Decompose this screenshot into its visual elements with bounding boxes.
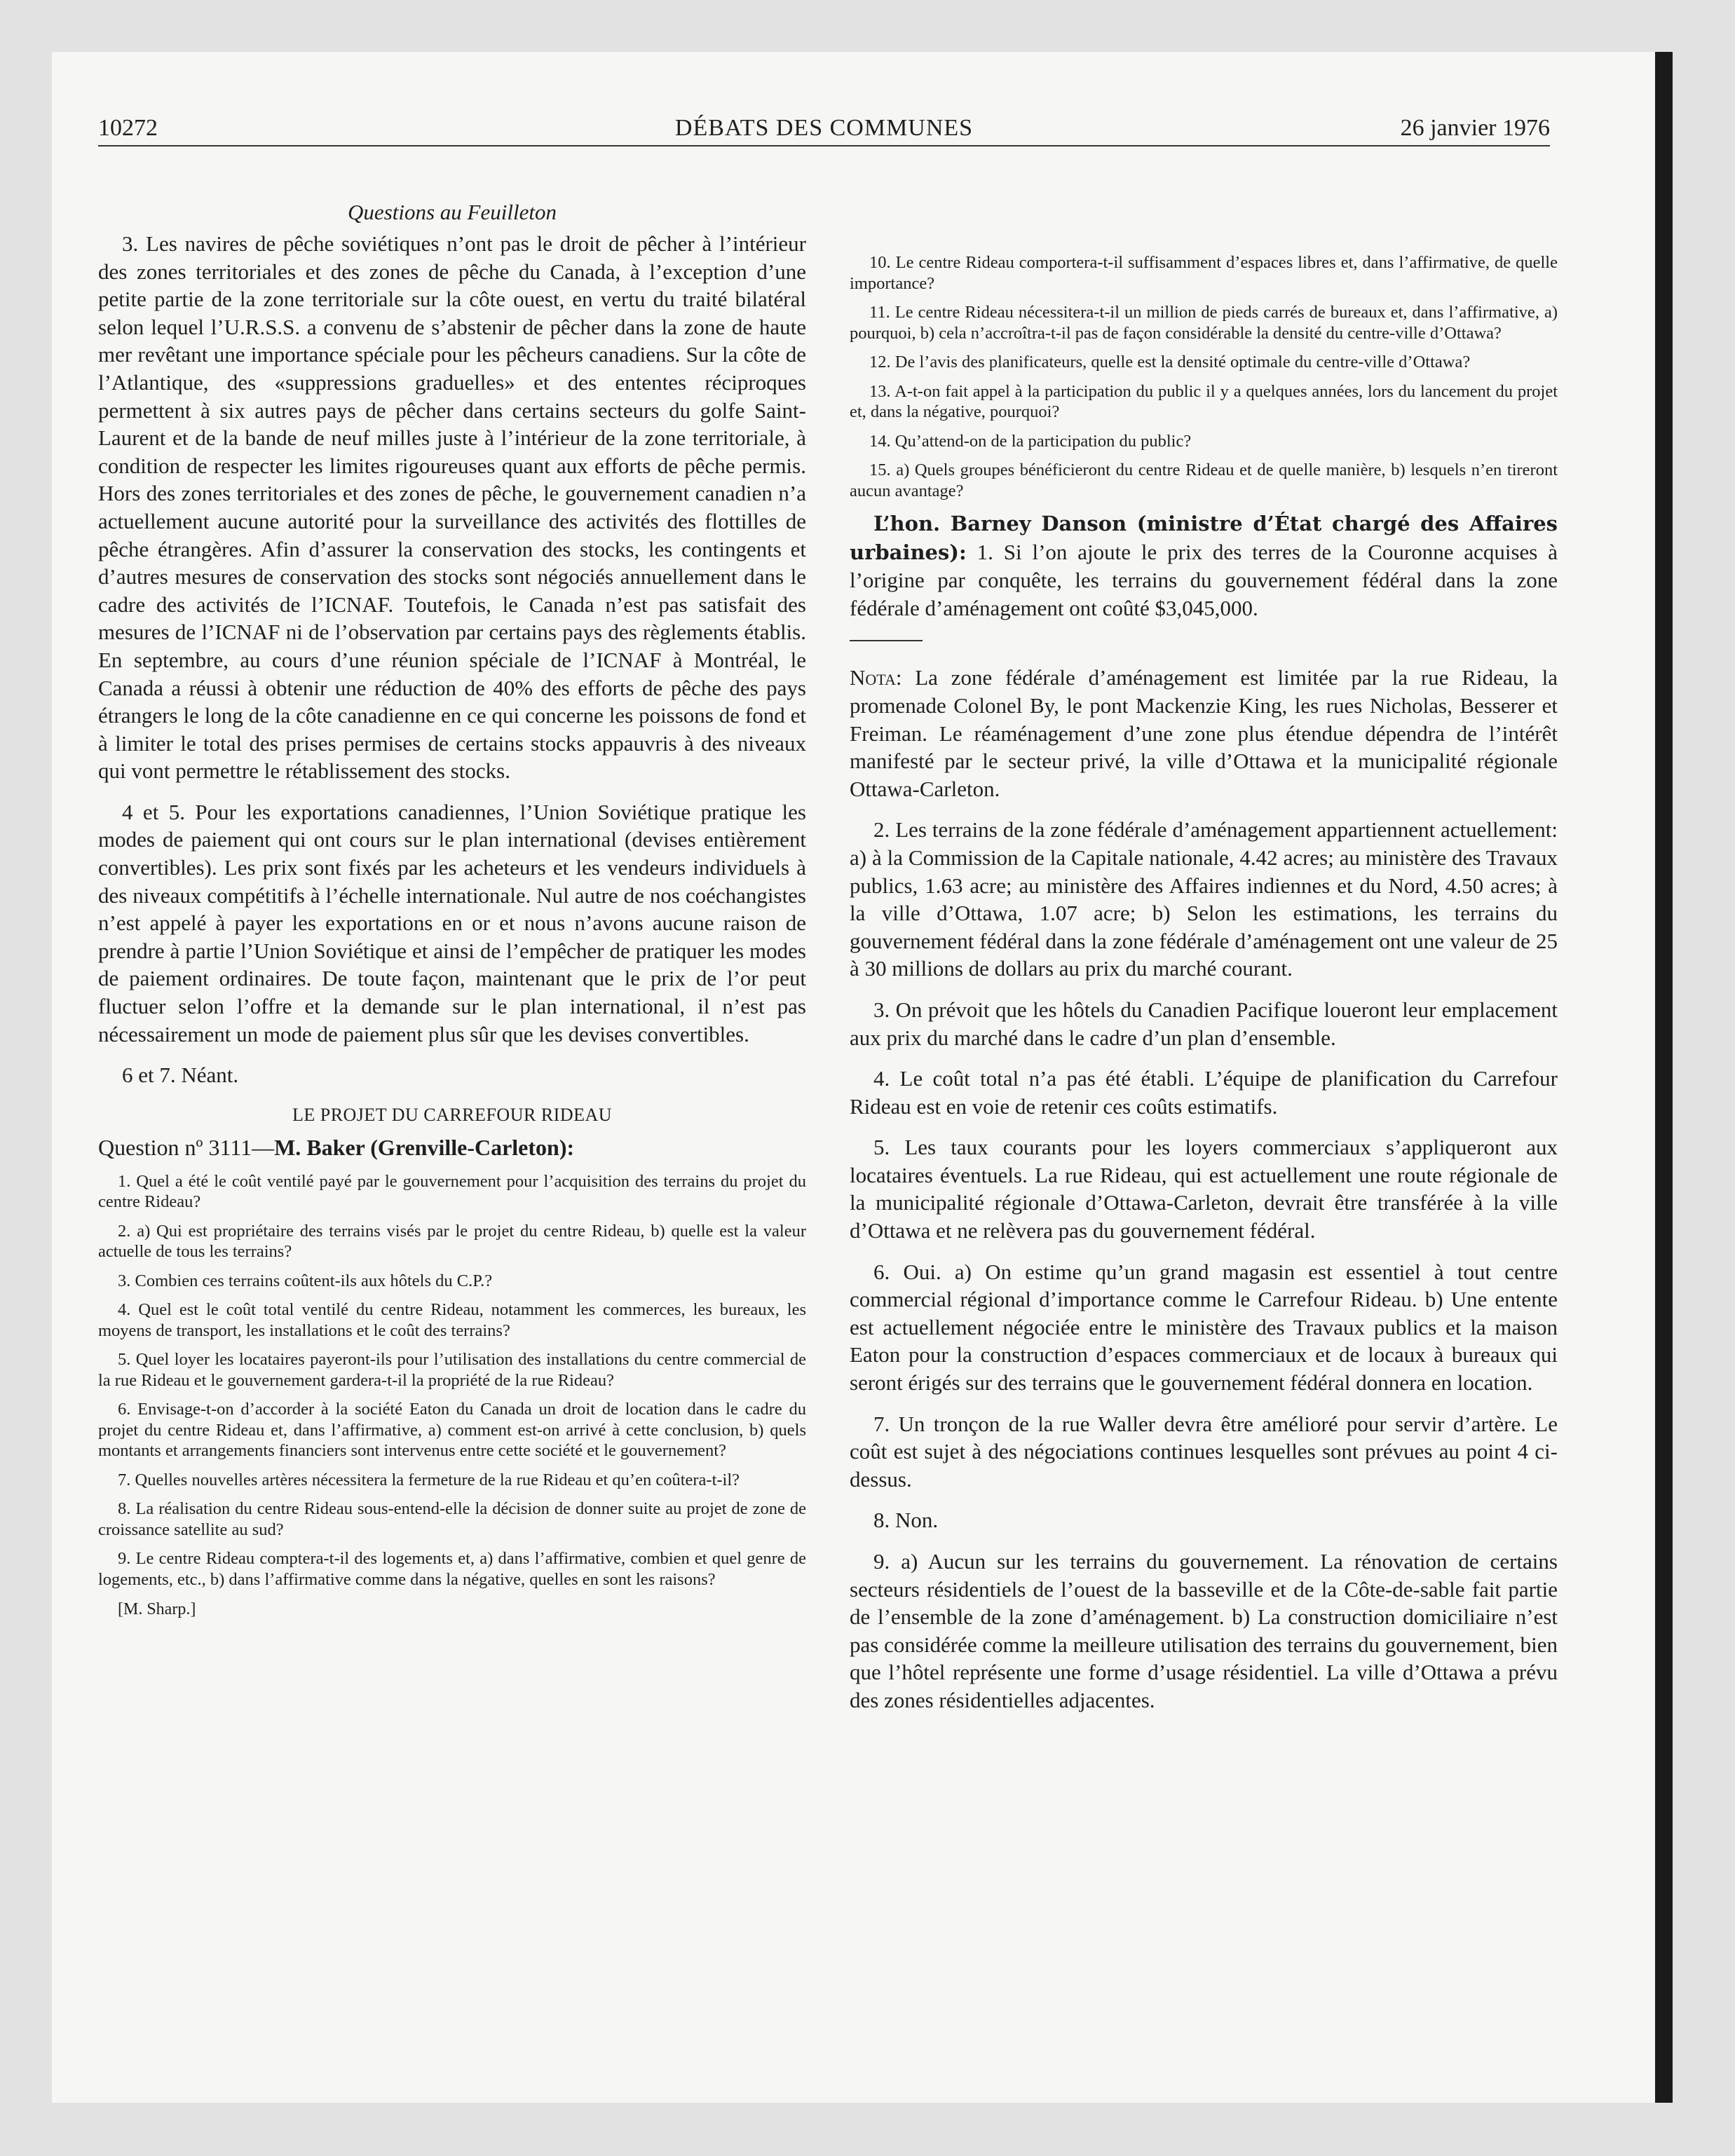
question-item: 14. Qu’attend-on de la participation du public? <box>869 431 1192 451</box>
answer-intro <box>850 510 1558 622</box>
question-heading <box>98 1132 806 1163</box>
question-item: 8. La réalisation du centre Rideau sous-entend-elle la décision de donner suite au projet de zone de croissance satellite au sud? <box>98 1499 806 1539</box>
answer-paragraph: 7. Un tronçon de la rue Waller devra être amélioré pour servir d’artère. Le coût est sujet à des négociations continues lesquelles sont prévues au point 4 ci-dessus. <box>850 1411 1558 1492</box>
answer-paragraph: 3. Les navires de pêche soviétiques n’ont pas le droit de pêcher à l’intérieur des zones territoriales et des zones de pêche du Canada, à l’exception d’une petite partie de la zone territoriale sur la côte ouest, en vertu du traité bilatéral selon lequel l’U.R.S.S. a convenu de s’abstenir de pêcher dans la zone de haute mer revêtant une importance spéciale pour les pêcheurs canadiens. Sur la côte de l’Atlantique, des «suppressions graduelles» et des ententes réciproques permettent à six autres pays de pêcher dans certains secteurs du golfe Saint-Laurent et de la bande de neuf milles juste à l’intérieur de la zone territoriale, à condition de respecter les limites rigoureuses quant aux efforts de pêche permis. Hors des zones territoriales et des zones de pêche, le gouvernement canadien n’a actuellement aucune autorité pour la surveillance des activités des flottilles de pêche étrangères. Afin d’assurer la conservation des stocks, les contingents et d’autres mesures de conservation des stocks sont négociés annuellement dans le cadre des activités de l’ICNAF. Toutefois, le Canada n’est pas satisfait des mesures de l’ICNAF ni de l’observation par certains pays des règlements établis. En septembre, au cours d’une réunion spéciale de l’ICNAF à Montréal, le Canada a réussi à obtenir une réduction de 40% des efforts de pêche des pays étrangers le long de la côte canadienne en ce qui concerne les poissons de fond et à limiter le total des prises permises de certains stocks appauvris à des niveaux qui vont permettre le rétablissement des stocks. <box>98 231 806 784</box>
divider-rule <box>850 640 923 641</box>
question-item: 6. Envisage-t-on d’accorder à la société Eaton du Canada un droit de location dans le cadre du projet du centre Rideau et, dans l’affirmative, a) comment est-on arrivé à cette conclusion, b) quels montants et arrangements financiers sont intervenus entre cette société et le gouvernement? <box>98 1400 806 1461</box>
question-item: 2. a) Qui est propriétaire des terrains visés par le projet du centre Rideau, b) quelle est la valeur actuelle de tous les terrains? <box>98 1221 806 1262</box>
question-item: 3. Combien ces terrains coûtent-ils aux hôtels du C.P.? <box>118 1271 493 1290</box>
note-text: La zone fédérale d’aménagement est limitée par la rue Rideau, la promenade Colonel By, le pont Mackenzie King, les rues Nicholas, Besserer et Freiman. Le réaménagement d’une zone plus étendue dépendra de l’intérêt manifesté par le secteur privé, la ville d’Ottawa et la municipalité régionale Ottawa-Carleton. <box>850 665 1558 801</box>
answer-paragraph: 4 et 5. Pour les exportations canadiennes, l’Union Soviétique pratique les modes de paiement qui ont cours sur le plan international (devises entièrement convertibles). Les prix sont fixés par les acheteurs et les vendeurs individuels à des niveaux compétitifs à l’échelle internationale. Nul autre de nos coéchangistes n’est appelé à payer les exportations en or et nous n’avons aucune raison de prendre à partie l’Union Soviétique et ainsi de l’empêcher de pratiquer les modes de paiement ordinaires. De toute façon, maintenant que le prix de l’or peut fluctuer selon l’offre et la demande sur le plan international, il n’est pas nécessairement un mode de paiement plus sûr que les devises convertibles. <box>98 799 806 1046</box>
page-date: 26 janvier 1976 <box>1400 115 1550 141</box>
answer-paragraph: 6. Oui. a) On estime qu’un grand magasin est essentiel à tout centre commercial régional d’importance comme le Carrefour Rideau. b) Une entente est actuellement négociée entre le ministère des Travaux publics et la maison Eaton pour la construction d’espaces commerciaux et de locaux à bureaux qui seront érigés sur des terrains que le gouvernement fédéral donnera en location. <box>850 1259 1558 1396</box>
question-item: 1. Quel a été le coût ventilé payé par le gouvernement pour l’acquisition des terrains du projet du centre Rideau? <box>98 1171 806 1212</box>
answer-paragraph: 3. On prévoit que les hôtels du Canadien Pacifique loueront leur emplacement aux prix du marché dans le cadre d’un plan d’ensemble. <box>850 997 1558 1050</box>
page-header <box>98 111 1550 146</box>
attribution: [M. Sharp.] <box>118 1600 196 1619</box>
right-column <box>850 198 1558 1728</box>
answer-first: 1. Si l’on ajoute le prix des terres de la Couronne acquises à l’origine par conquête, les terrains du gouvernement fédéral dans la zone fédérale d’aménagement ont coûté $3,045,000. <box>850 539 1558 620</box>
question-item: 5. Quel loyer les locataires payeront-ils pour l’utilisation des installations du centre commercial de la rue Rideau et le gouvernement gardera-t-il la propriété de la rue Rideau? <box>98 1350 806 1390</box>
question-item: 13. A-t-on fait appel à la participation du public il y a quelques années, lors du lancement du projet et, dans la négative, pourquoi? <box>850 381 1558 421</box>
answer-paragraph: 5. Les taux courants pour les loyers commerciaux s’appliqueront aux locataires éventuels. La rue Rideau, qui est actuellement une route régionale de la municipalité régionale d’Ottawa-Carleton, devrait être transférée à la ville d’Ottawa et ne relèvera pas du gouvernement fédéral. <box>850 1135 1558 1243</box>
answer-paragraph: 2. Les terrains de la zone fédérale d’aménagement appartiennent actuellement: a) à la Commission de la Capitale nationale, 4.42 acres; au ministère des Travaux publics, 1.63 acre; au ministère des Affaires indiennes et du Nord, 4.50 acres; à la ville d’Ottawa, 1.07 acre; b) Selon les estimations, les terrains du gouvernement fédéral dans la zone fédérale d’aménagement ont une valeur de 25 à 30 millions de dollars au prix du marché courant. <box>850 817 1558 981</box>
question-item: 15. a) Quels groupes bénéficieront du centre Rideau et de quelle manière, b) lesquels n’en tireront aucun avantage? <box>850 460 1558 500</box>
running-subtitle: Questions au Feuilleton <box>348 200 557 224</box>
question-item: 12. De l’avis des planificateurs, quelle est la densité optimale du centre-ville d’Ottawa? <box>869 353 1471 371</box>
answer-paragraph: 8. Non. <box>873 1508 939 1533</box>
left-column <box>98 198 806 1621</box>
question-item: 9. Le centre Rideau comptera-t-il des logements et, a) dans l’affirmative, combien et quel genre de logements, etc., b) dans l’affirmative comme dans la négative, quelles en sont les raisons? <box>98 1549 806 1589</box>
question-number: Question nº 3111— <box>98 1134 275 1160</box>
question-speaker: M. Baker (Grenville-Carleton): <box>274 1134 575 1160</box>
note-paragraph <box>850 664 1558 803</box>
answer-paragraph: 4. Le coût total n’a pas été établi. L’équipe de planification du Carrefour Rideau est en voie de retenir ces coûts estimatifs. <box>850 1066 1558 1119</box>
answer-speaker: L’hon. Barney Danson (ministre d’État chargé des Affaires urbaines): <box>850 512 1558 564</box>
answer-paragraph: 6 et 7. Néant. <box>122 1063 239 1088</box>
question-item: 4. Quel est le coût total ventilé du centre Rideau, notamment les commerces, les bureaux, les moyens de transport, les installations et le coût des terrains? <box>98 1300 806 1340</box>
question-item: 11. Le centre Rideau nécessitera-t-il un million de pieds carrés de bureaux et, dans l’affirmative, a) pourquoi, b) cela n’accroîtra-t-il pas de façon considérable la densité du centre-ville d’Ottawa? <box>850 303 1558 343</box>
answer-paragraph: 9. a) Aucun sur les terrains du gouvernement. La rénovation de certains secteurs résidentiels de l’ouest de la basseville et de la Côte-de-sable fait partie de l’ensemble de la zone d’aménagement. b) La construction domiciliaire n’est pas considérée comme la meilleure utilisation des terrains du gouvernement, bien que l’hôtel représente une forme d’usage résidentiel. La ville d’Ottawa a prévu des zones résidentielles adjacentes. <box>850 1549 1558 1712</box>
scan-edge-bar <box>1655 52 1673 2103</box>
question-item: 7. Quelles nouvelles artères nécessitera la fermeture de la rue Rideau et qu’en coûtera-t-il? <box>118 1470 740 1489</box>
publication-title: DÉBATS DES COMMUNES <box>674 115 974 141</box>
section-title: LE PROJET DU CARREFOUR RIDEAU <box>292 1104 613 1125</box>
question-item: 10. Le centre Rideau comportera-t-il suffisamment d’espaces libres et, dans l’affirmative, de quelle importance? <box>850 253 1558 293</box>
page-number: 10272 <box>98 115 158 141</box>
note-label: Nota: <box>850 665 902 690</box>
